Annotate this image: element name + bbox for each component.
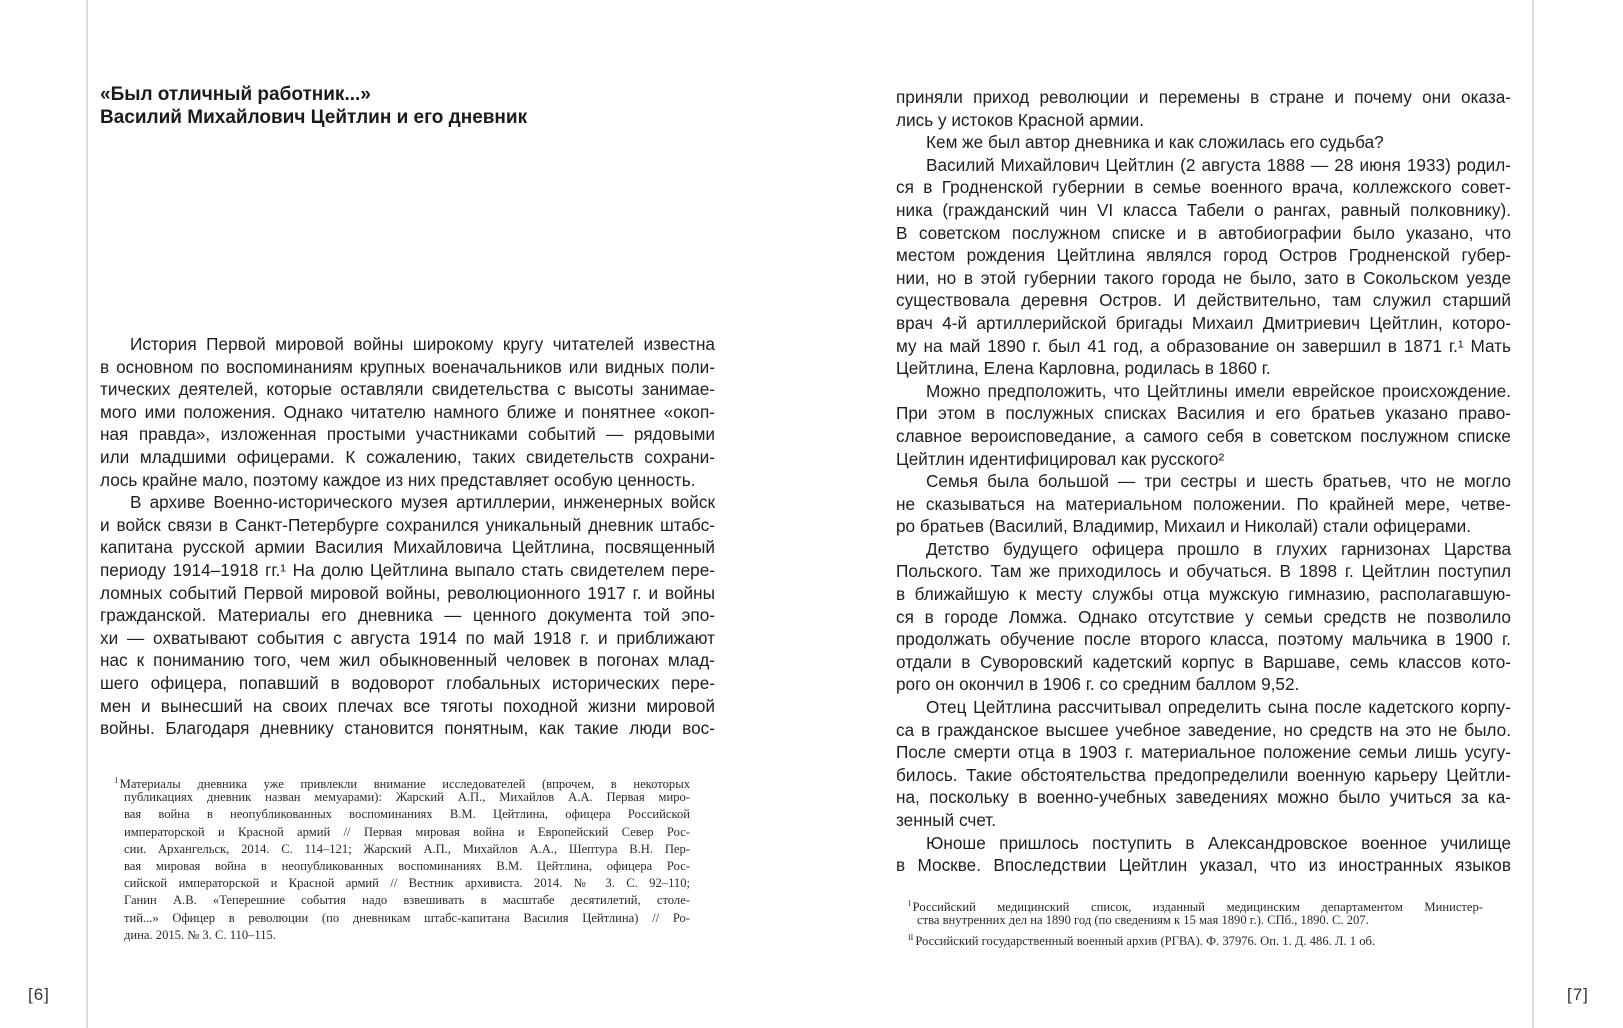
footnote-line: Ганин А.В. «Теперешние события надо взвешивать в масштабе десятилетий, столе-: [124, 893, 690, 908]
footnote-line: вая война в неопубликованных воспоминаниях В.М. Цейтлина, офицера Российской: [124, 807, 690, 822]
footnote-mark: I: [115, 776, 118, 785]
footnote-line: публикациях дневник назван мемуарами): Жарский А.П., Михайлов А.А. Первая миро-: [124, 790, 690, 805]
title-line-1: «Был отличный работник...»: [100, 84, 371, 105]
text-line: В советском послужном списке и в автобиографии было указано, что: [896, 222, 1511, 243]
page-gutter-right: [1532, 0, 1534, 1028]
text-line: ро братьев (Василий, Владимир, Михаил и Николай) стали офицерами.: [896, 516, 1472, 537]
left-page-body: [100, 333, 715, 740]
text-line: или младшими офицерами. К сожалению, таких свидетельств сохрани-: [100, 446, 715, 467]
text-line: Юноше пришлось поступить в Александровское военное училище: [926, 832, 1511, 853]
text-line: му на май 1890 г. был 41 год, а образование он завершил в 1871 г.¹ Мать: [896, 335, 1511, 356]
text-line: зенный счет.: [896, 810, 997, 830]
text-line: ника (гражданский чин VI класса Табели о рангах, равный полковнику).: [896, 199, 1511, 220]
text-line: отдали в Суворовский кадетский корпус в Варшаве, семь классов кото-: [896, 651, 1511, 672]
text-line: Цейтлин идентифицировал как русского²: [896, 448, 1225, 469]
text-line: После смерти отца в 1903 г. материальное положение семьи лишь усугу-: [896, 742, 1511, 763]
text-line: рого он окончил в 1906 г. со средним баллом 9,52.: [896, 674, 1300, 695]
text-line: в ближайшую к месту службы отца мужскую гимназию, располагавшую-: [896, 584, 1511, 605]
text-line: мого ими положения. Однако читателю намного ближе и понятнее «окоп-: [100, 401, 715, 422]
footnote-line: $^I$ Российский медицинский список, изданный медицинским департаментом Министер-: [908, 899, 1483, 914]
text-line: Цейтлина, Елена Карловна, родилась в 1860 г.: [896, 358, 1271, 379]
text-line: лись у истоков Красной армии.: [896, 109, 1144, 130]
text-line: существовала деревня Остров. И действительно, там служил старший: [896, 290, 1511, 311]
footnote-line: вая мировая война в неопубликованных воспоминаниях В.М. Цейтлина, офицера Рос-: [124, 858, 690, 873]
text-line: шего офицера, попавший в водоворот глобальных исторических пере-: [100, 672, 715, 693]
page-gutter-left: [86, 0, 88, 1028]
text-line: Кем же был автор дневника и как сложилась его судьба?: [926, 132, 1384, 153]
text-line: периоду 1914–1918 гг.¹ На долю Цейтлина выпало стать свидетелем пере-: [100, 559, 715, 580]
text-line: приняли приход революции и перемены в стране и почему они оказа-: [896, 87, 1511, 107]
text-line: врач 4-й артиллерийской бригады Михаил Дмитриевич Цейтлин, которо-: [896, 312, 1511, 333]
text-line: Детство будущего офицера прошло в глухих гарнизонах Царства: [926, 538, 1511, 559]
footnote-mark: II: [908, 933, 914, 943]
footnote-line: дина. 2015. № 3. С. 110–115.: [124, 927, 277, 942]
text-line: на, поскольку в военно-учебных заведениях можно было учиться за ка-: [896, 787, 1511, 808]
text-line: ся в городе Ломжа. Однако отсутствие у семьи средств не позволило: [896, 606, 1511, 627]
text-line: и войск связи в Санкт-Петербурге сохранился уникальный дневник штабс-: [100, 514, 715, 535]
text-line: тических деятелей, которые оставляли свидетельства с высоты занимае-: [100, 379, 715, 400]
right-page-footnotes: [908, 895, 1483, 947]
text-line: В архиве Военно-исторического музея артиллерии, инженерных войск: [130, 492, 715, 513]
text-line: хи — охватывают события с августа 1914 по май 1918 г. и приближают: [100, 627, 715, 648]
text-line: нас к пониманию того, чем жил обыкновенный человек в погонах млад-: [100, 650, 715, 671]
footnote-mark: I: [908, 899, 911, 908]
text-line: лось крайне мало, поэтому каждое из них представляет особую ценность.: [100, 469, 696, 490]
text-line: нии, но в этой губернии такого города не было, зато в Сокольском уезде: [896, 267, 1511, 288]
left-page-footnote: [115, 772, 690, 944]
text-line: капитана русской армии Василия Михайловича Цейтлина, посвященный: [100, 537, 715, 558]
footnote-line: $^I$ Материалы дневника уже привлекли внимание исследователей (впрочем, в некоторых: [115, 776, 690, 791]
text-line: в Москве. Впоследствии Цейтлин указал, что из иностранных языков: [896, 855, 1511, 876]
footnote-line: сийской императорской и Красной армий // Вестник архивиста. 2014. № 3. С. 92–110;: [124, 876, 690, 891]
footnote-line: ства внутренних дел на 1890 год (по сведениям к 15 мая 1890 г.). СПб., 1890. С. 207.: [917, 913, 1369, 928]
footnote-line: тий...» Офицер в революции (по дневникам штабс-капитана Василия Цейтлина) // Ро-: [124, 910, 690, 925]
text-line: Василий Михайлович Цейтлин (2 августа 1888 — 28 июня 1933) родил-: [926, 154, 1511, 175]
chapter-title: [100, 83, 720, 129]
text-line: История Первой мировой войны широкому кругу читателей известна: [130, 334, 715, 354]
text-line: в основном по воспоминаниям крупных военачальников или видных поли-: [100, 356, 715, 377]
text-line: Польского. Там же приходилось и обучаться. В 1898 г. Цейтлин поступил: [896, 561, 1511, 582]
text-line: Семья была большой — три сестры и шесть братьев, что не могло: [926, 471, 1511, 492]
text-line: местом рождения Цейтлина являлся город Остров Гродненской губер-: [896, 245, 1511, 266]
text-line: ломных событий Первой мировой войны, революционного 1917 г. и войны: [100, 582, 715, 603]
page-number-left: [6]: [28, 985, 50, 1004]
text-line: При этом в послужных списках Василия и его братьев указано право-: [896, 403, 1511, 424]
text-line: войны. Благодаря дневнику становится понятным, как такие люди вос-: [100, 718, 715, 739]
text-line: Отец Цейтлина рассчитывал определить сына после кадетского корпу-: [926, 697, 1511, 718]
text-line: са в гражданское высшее учебное заведение, но средств на это не было.: [896, 719, 1511, 740]
page-number-right: [7]: [1567, 985, 1589, 1004]
text-line: продолжать обучение после второго класса, поэтому мальчика в 1900 г.: [896, 629, 1511, 650]
text-line: Можно предположить, что Цейтлины имели еврейское происхождение.: [926, 380, 1511, 401]
text-line: не сказываться на материальном положении. По крайней мере, четве-: [896, 493, 1511, 514]
text-line: ся в Гродненской губернии в семье военного врача, коллежского совет-: [896, 177, 1511, 198]
text-line: билось. Такие обстоятельства предопределили военную карьеру Цейтли-: [896, 764, 1511, 785]
right-page-body: [896, 86, 1511, 877]
footnote-line: сии. Архангельск, 2014. С. 114–121; Жарский А.П., Михайлов А.А., Шептура В.Н. Пер-: [124, 841, 690, 856]
text-line: мен и вынесший на своих плечах все тяготы походной жизни мировой: [100, 695, 715, 716]
text-line: ная правда», изложенная простыми участниками событий — рядовыми: [100, 424, 715, 445]
text-line: гражданской. Материалы его дневника — ценного документа той эпо-: [100, 605, 715, 626]
title-line-2: Василий Михайлович Цейтлин и его дневник: [100, 107, 528, 128]
footnote-line: императорской и Красной армий // Первая мировая война и Европейский Север Рос-: [124, 824, 690, 839]
text-line: славное вероисповедание, а самого себя в советском послужном списке: [896, 425, 1511, 446]
footnote-line: $^{II}$ Российский государственный военный архив (РГВА). Ф. 37976. Оп. 1. Д. 486. Л. 1 об.: [908, 933, 1376, 949]
